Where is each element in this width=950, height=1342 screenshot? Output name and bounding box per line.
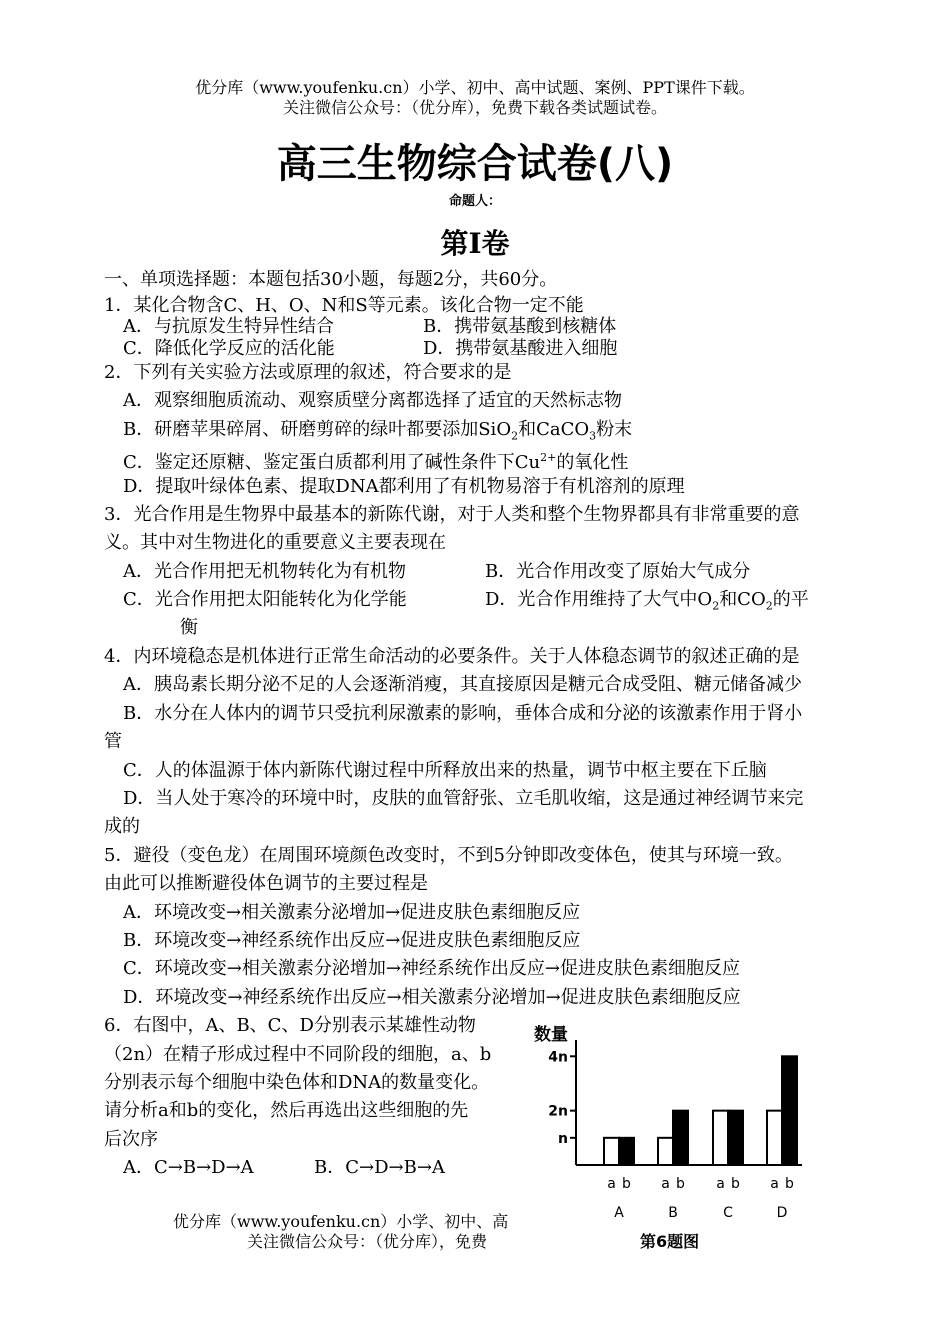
q1-option-c: C．降低化学反应的活化能	[123, 338, 335, 359]
q4-option-d: D．当人处于寒冷的环境中时，皮肤的血管舒张、立毛肌收缩，这是通过神经调节来完	[123, 788, 804, 809]
q2-option-c: C．鉴定还原糖、鉴定蛋白质都利用了碱性条件下$Cu^{2+}$的氧化性	[123, 451, 629, 473]
q6-stem-5: 后次序	[104, 1129, 158, 1150]
q3-stem-2: 义。其中对生物进化的重要意义主要表现在	[104, 532, 446, 553]
q1-option-a: A．与抗原发生特异性结合	[123, 316, 334, 337]
q2-stem: 2．下列有关实验方法或原理的叙述，符合要求的是	[104, 362, 512, 383]
chart-category-label: D	[776, 1205, 788, 1221]
q5-stem-2: 由此可以推断避役体色调节的主要过程是	[104, 873, 428, 894]
q4-option-d-cont: 成的	[104, 816, 140, 837]
header-line-2: 关注微信公众号：（优分库），免费下载各类试题试卷。	[282, 98, 667, 117]
q4-option-b-cont: 管	[104, 731, 122, 752]
q1-stem: 1．某化合物含C、H、O、N和S等元素。该化合物一定不能	[104, 295, 584, 316]
chart-bar-label: a	[716, 1176, 725, 1192]
page-title: 高三生物综合试卷(八)	[276, 141, 674, 187]
chart-bar-C-a	[713, 1111, 728, 1165]
q4-option-b: B．水分在人体内的调节只受抗利尿激素的影响，垂体合成和分泌的该激素作用于肾小	[123, 703, 803, 724]
chart-bar-label: b	[731, 1176, 740, 1192]
q1-option-b: B．携带氨基酸到核糖体	[423, 316, 617, 337]
chart-title: 第6题图	[640, 1232, 700, 1251]
chart-category-label: C	[723, 1205, 733, 1221]
q3-option-a: A．光合作用把无机物转化为有机物	[123, 561, 406, 582]
section-heading: 一、单项选择题：本题包括30小题，每题2分，共60分。	[104, 269, 558, 290]
q3-option-c: C．光合作用把太阳能转化为化学能	[123, 589, 407, 610]
q6-stem-2: （2n）在精子形成过程中不同阶段的细胞，a、b	[104, 1044, 492, 1065]
q5-stem-1: 5．避役（变色龙）在周围环境颜色改变时，不到5分钟即改变体色，使其与环境一致。	[104, 845, 793, 866]
q5-option-d: D．环境改变→神经系统作出反应→相关激素分泌增加→促进皮肤色素细胞反应	[123, 987, 741, 1008]
chart-bar-label: b	[676, 1176, 685, 1192]
q2-option-a: A．观察细胞质流动、观察质壁分离都选择了适宜的天然标志物	[123, 390, 622, 411]
q3-option-b: B．光合作用改变了原始大气成分	[485, 561, 751, 582]
q6-option-a: A．C→B→D→A	[123, 1157, 254, 1178]
q4-stem: 4．内环境稳态是机体进行正常生命活动的必要条件。关于人体稳态调节的叙述正确的是	[104, 646, 800, 667]
q6-stem-1: 6．右图中，A、B、C、D分别表示某雄性动物	[104, 1015, 476, 1036]
q3-stem-1: 3．光合作用是生物界中最基本的新陈代谢，对于人类和整个生物界都具有非常重要的意	[104, 504, 800, 525]
figure-6-chart	[532, 1018, 802, 1256]
q4-option-a: A．胰岛素长期分泌不足的人会逐渐消瘦，其直接原因是糖元合成受阻、糖元储备减少	[123, 674, 802, 695]
q6-option-b: B．C→D→B→A	[314, 1157, 445, 1178]
q3-option-d: D．光合作用维持了大气中$O_2$和$CO_2$的平	[485, 589, 809, 613]
chart-bar-label: b	[785, 1176, 794, 1192]
q5-option-a: A．环境改变→相关激素分泌增加→促进皮肤色素细胞反应	[123, 902, 581, 923]
chart-bar-label: a	[607, 1176, 616, 1192]
chart-category-label: A	[614, 1205, 624, 1221]
chart-bar-D-a	[767, 1111, 782, 1165]
chart-bar-A-b	[619, 1138, 634, 1165]
q3-option-c-cont: 衡	[180, 617, 198, 638]
chart-bar-B-b	[673, 1111, 688, 1165]
chart-bar-label: a	[770, 1176, 779, 1192]
chart-ytick-label: 4n	[548, 1049, 568, 1066]
q6-stem-4: 请分析a和b的变化，然后再选出这些细胞的先	[104, 1100, 469, 1121]
header-line-1: 优分库（www.youfenku.cn）小学、初中、高中试题、案例、PPT课件下载。	[195, 78, 755, 97]
chart-bar-C-b	[728, 1111, 743, 1165]
q6-stem-3: 分别表示每个细胞中染色体和DNA的数量变化。	[104, 1072, 490, 1093]
q2-option-b: B．研磨苹果碎屑、研磨剪碎的绿叶都要添加SiO$_2$和CaCO$_3$粉末	[123, 419, 633, 443]
chart-category-label: B	[668, 1205, 678, 1221]
q5-option-c: C．环境改变→相关激素分泌增加→神经系统作出反应→促进皮肤色素细胞反应	[123, 958, 741, 979]
footer-line-2: 关注微信公众号：（优分库），免费	[247, 1232, 488, 1251]
chart-ytick-label: 2n	[548, 1103, 568, 1120]
chart-ylabel: 数量	[534, 1025, 568, 1045]
chart-ytick-label: n	[558, 1130, 568, 1147]
q1-option-d: D．携带氨基酸进入细胞	[423, 338, 618, 359]
q5-option-b: B．环境改变→神经系统作出反应→促进皮肤色素细胞反应	[123, 930, 581, 951]
chart-bar-label: a	[661, 1176, 670, 1192]
chart-bar-label: b	[622, 1176, 631, 1192]
chart-bar-D-b	[782, 1056, 797, 1165]
author-label: 命题人：	[448, 194, 501, 209]
chart-bar-B-a	[658, 1138, 673, 1165]
q2-option-d: D．提取叶绿体色素、提取DNA都利用了有机物易溶于有机溶剂的原理	[123, 476, 685, 497]
part-title: 第Ⅰ卷	[440, 227, 510, 260]
q4-option-c: C．人的体温源于体内新陈代谢过程中所释放出来的热量，调节中枢主要在下丘脑	[123, 760, 767, 781]
chart-bar-A-a	[604, 1138, 619, 1165]
footer-line-1: 优分库（www.youfenku.cn）小学、初中、高	[173, 1212, 509, 1231]
